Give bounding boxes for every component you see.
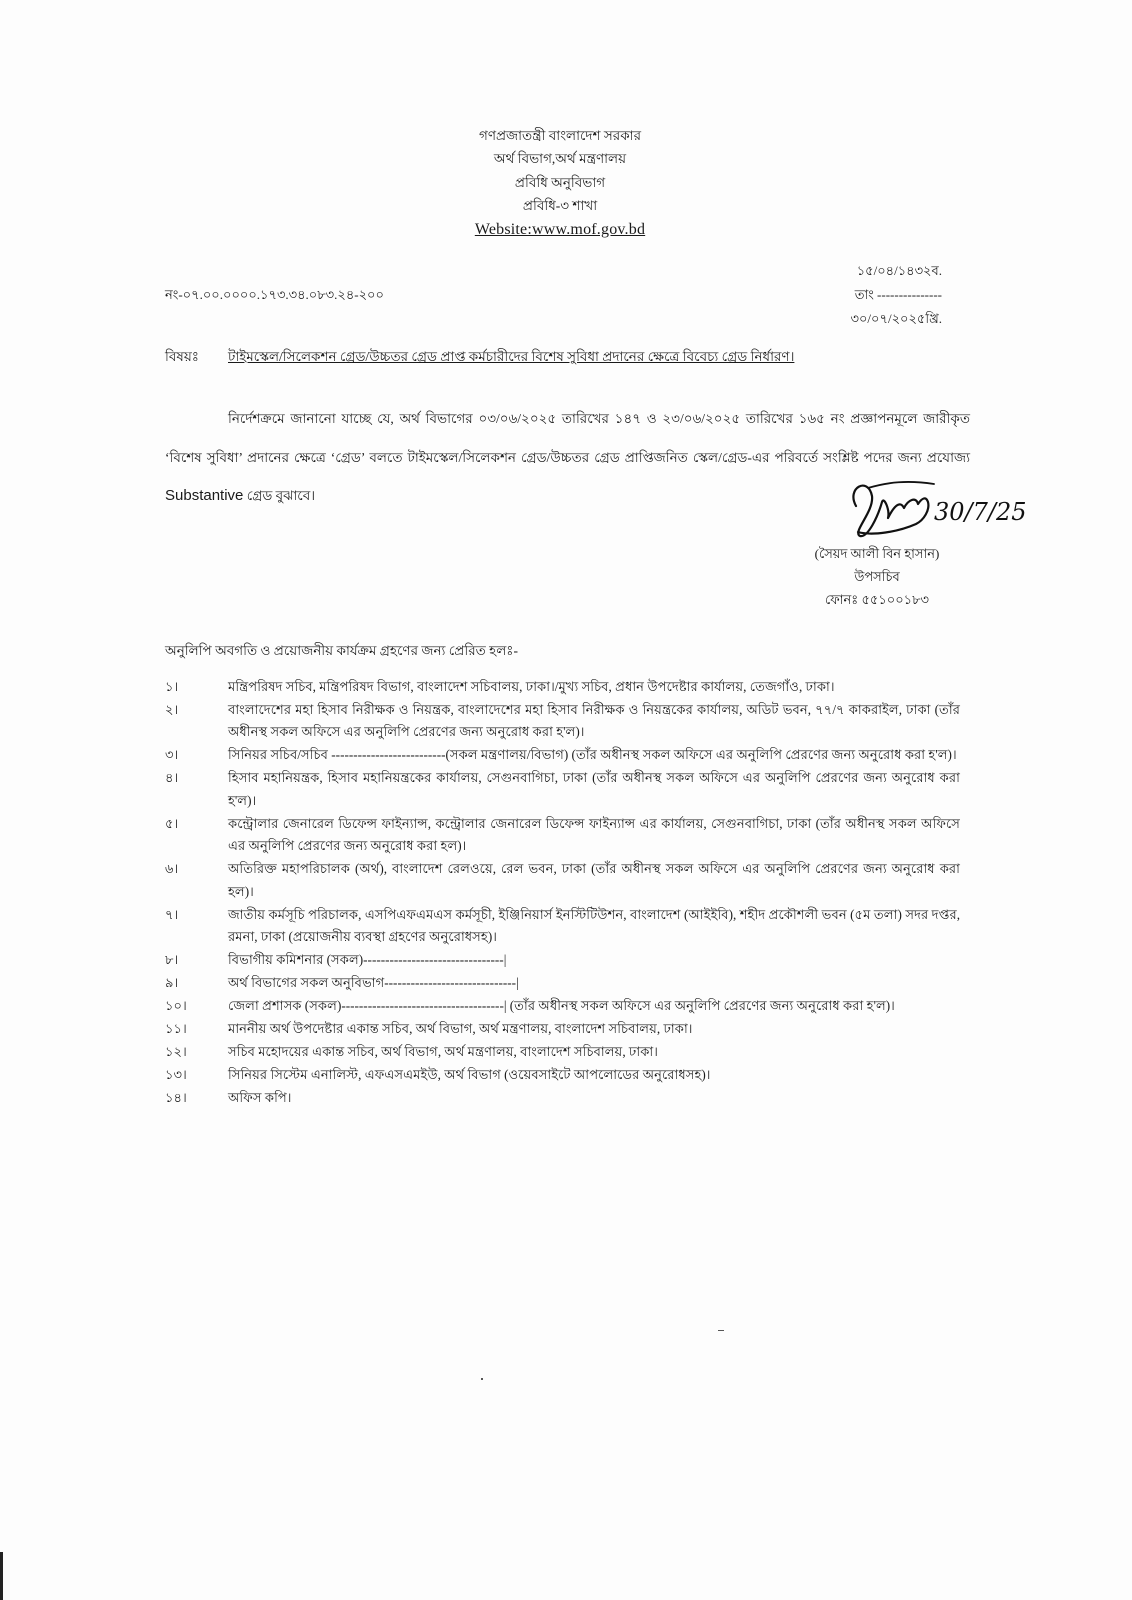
- date-label: তাং ---------------: [854, 287, 942, 302]
- list-item: [165, 972, 960, 994]
- item-number: ১৩।: [165, 1067, 187, 1083]
- list-item: [165, 699, 960, 744]
- scan-edge-mark: [0, 1552, 3, 1600]
- letterhead: [0, 124, 1120, 241]
- item-number: ১২।: [165, 1044, 187, 1060]
- item-text: কন্ট্রোলার জেনারেল ডিফেন্স ফাইন্যান্স, কন্ট্রোলার জেনারেল ডিফেন্স ফাইন্যান্স এর কার্যালয়, সেগুনবাগিচা, ঢাকা (তাঁর অধীনস্থ সকল অফিসে এর অনুলিপি প্রেরণের জন্য অনুরোধ করা হল)।: [228, 815, 960, 854]
- signatory-phone: ফোনঃ ৫৫১০০১৮৩: [824, 592, 930, 607]
- item-text: হিসাব মহানিয়ন্ত্রক, হিসাব মহানিয়ন্ত্রকের কার্যালয়, সেগুনবাগিচা, ঢাকা (তাঁর অধীনস্থ সকল অফিসে এর অনুলিপি প্রেরণের জন্য অনুরোধ করা হ'ল)।: [228, 770, 960, 808]
- list-item: [165, 858, 960, 903]
- scan-speck: [481, 1378, 483, 1380]
- date-block: [800, 259, 942, 331]
- list-item: [165, 767, 960, 812]
- item-number: ৫।: [165, 815, 179, 831]
- wing-name: প্রবিধি অনুবিভাগ: [514, 174, 606, 190]
- signature-date: 30/7/25: [934, 498, 1027, 526]
- item-number: ১১।: [165, 1021, 187, 1037]
- item-number: ৭।: [165, 906, 179, 922]
- list-item: [165, 1087, 960, 1109]
- item-text: অফিস কপি।: [228, 1090, 292, 1106]
- distribution-intro: অনুলিপি অবগতি ও প্রয়োজনীয় কার্যক্রম গ্রহণের জন্য প্রেরিত হলঃ-: [165, 643, 519, 658]
- body-text-part1: নির্দেশক্রমে জানানো যাচ্ছে যে, অর্থ বিভাগের ০৩/০৬/২০২৫ তারিখের ১৪৭ ও ২৩/০৬/২০২৫ তারিখের ১৬৫ নং প্রজ্ঞাপনমূলে জারীকৃত ‘বিশেষ সুবিধা’ প্রদানের ক্ষেত্রে ‘গ্রেড’ বলতে টাইমস্কেল/সিলেকশন গ্রেড/উচ্চতর গ্রেড প্রাপ্তিজনিত স্কেল/গ্রেড-এর পরিবর্তে সংশ্লিষ্ট পদের জন্য প্রযোজ্য: [165, 411, 970, 465]
- item-text: সিনিয়র সচিব/সচিব --------------------------(সকল মন্ত্রণালয়/বিভাগ) (তাঁর অধীনস্থ সকল অফিসে এর অনুলিপি প্রেরণের জন্য অনুরোধ করা হ'ল)।: [228, 747, 957, 763]
- body-text-part2: গ্রেড বুঝাবে।: [243, 488, 316, 503]
- distribution-list: [165, 676, 960, 1110]
- item-text: সিনিয়র সিস্টেম এনালিস্ট, এফএসএমইউ, অর্থ বিভাগ (ওয়েবসাইটে আপলোডের অনুরোধসহ)।: [228, 1067, 711, 1083]
- list-item: [165, 1041, 960, 1063]
- item-number: ১৪।: [165, 1090, 187, 1106]
- item-number: ৮।: [165, 952, 179, 968]
- item-text: সচিব মহোদয়ের একান্ত সচিব, অর্থ বিভাগ, অর্থ মন্ত্রণালয়, বাংলাদেশ সচিবালয়, ঢাকা।: [228, 1044, 658, 1060]
- item-text: মন্ত্রিপরিষদ সচিব, মন্ত্রিপরিষদ বিভাগ, বাংলাদেশ সচিবালয়, ঢাকা।/মুখ্য সচিব, প্রধান উপদেষ্টার কার্যালয়, তেজগাঁও, ঢাকা।: [228, 679, 835, 694]
- item-number: ৬।: [165, 861, 179, 877]
- subject-text: টাইমস্কেল/সিলেকশন গ্রেড/উচ্চতর গ্রেড প্রাপ্ত কর্মচারীদের বিশেষ সুবিধা প্রদানের ক্ষেত্রে বিবেচ্য গ্রেড নির্ধারণ।: [228, 349, 795, 364]
- signatory-name: (সৈয়দ আলী বিন হাসান): [814, 546, 940, 561]
- item-number: ৪।: [165, 770, 179, 786]
- list-item: [165, 995, 960, 1017]
- list-item: [165, 744, 960, 766]
- scan-speck: [718, 1330, 724, 1331]
- item-number: ২।: [165, 702, 179, 717]
- item-text: বিভাগীয় কমিশনার (সকল)--------------------------------|: [228, 952, 507, 968]
- government-name: গণপ্রজাতন্ত্রী বাংলাদেশ সরকার: [478, 128, 642, 143]
- handwritten-signature: [838, 466, 1027, 548]
- subject-label: বিষয়ঃ: [165, 349, 199, 364]
- list-item: [165, 1018, 960, 1040]
- list-item: [165, 1064, 960, 1086]
- item-text: জেলা প্রশাসক (সকল)-------------------------------------| (তাঁর অধীনস্থ সকল অফিসে এর অনুলিপি প্রেরণের জন্য অনুরোধ করা হ'ল)।: [228, 998, 895, 1014]
- item-number: ৩।: [165, 747, 179, 763]
- item-number: ১।: [165, 679, 179, 694]
- item-number: ৯।: [165, 975, 179, 991]
- signatory-block: [788, 542, 966, 611]
- item-number: ১০।: [165, 998, 187, 1014]
- item-text: বাংলাদেশের মহা হিসাব নিরীক্ষক ও নিয়ন্ত্রক, বাংলাদেশের মহা হিসাব নিরীক্ষক ও নিয়ন্ত্রকের কার্যালয়, অডিট ভবন, ৭৭/৭ কাকরাইল, ঢাকা (তাঁর অধীনস্থ সকল অফিসে এর অনুলিপি প্রেরণের জন্য অনুরোধ করা হ'ল)।: [228, 702, 960, 740]
- date-gregorian: ৩০/০৭/২০২৫খ্রি.: [850, 311, 942, 326]
- item-text: অর্থ বিভাগের সকল অনুবিভাগ------------------------------|: [228, 975, 519, 991]
- date-bangla: ১৫/০৪/১৪৩২ব.: [856, 263, 942, 278]
- item-text: জাতীয় কর্মসূচি পরিচালক, এসপিএফএমএস কর্মসূচী, ইঞ্জিনিয়ার্স ইনস্টিটিউশন, বাংলাদেশ (আইইবি), শহীদ প্রকৌশলী ভবন (৫ম তলা) সদর দপ্তর, রমনা, ঢাকা (প্রয়োজনীয় ব্যবস্থা গ্রহণের অনুরোধসহ)।: [228, 906, 960, 945]
- item-text: অতিরিক্ত মহাপরিচালক (অর্থ), বাংলাদেশ রেলওয়ে, রেল ভবন, ঢাকা (তাঁর অধীনস্থ সকল অফিসে এর অনুলিপি প্রেরণের জন্য অনুরোধ করা হল)।: [228, 861, 960, 899]
- signatory-designation: উপসচিব: [854, 569, 900, 584]
- list-item: [165, 904, 960, 949]
- branch-name: প্রবিধি-৩ শাখা: [522, 198, 598, 214]
- body-substantive-word: Substantive: [165, 487, 244, 504]
- reference-number: নং-০৭.০০.০০০০.১৭৩.৩৪.০৮৩.২৪-২০০: [165, 287, 384, 302]
- division-name: অর্থ বিভাগ,অর্থ মন্ত্রণালয়: [493, 151, 627, 167]
- list-item: [165, 813, 960, 858]
- list-item: [165, 676, 960, 698]
- list-item: [165, 949, 960, 971]
- item-text: মাননীয় অর্থ উপদেষ্টার একান্ত সচিব, অর্থ বিভাগ, অর্থ মন্ত্রণালয়, বাংলাদেশ সচিবালয়, ঢাকা।: [228, 1021, 693, 1037]
- website-link[interactable]: Website:www.mof.gov.bd: [474, 220, 646, 238]
